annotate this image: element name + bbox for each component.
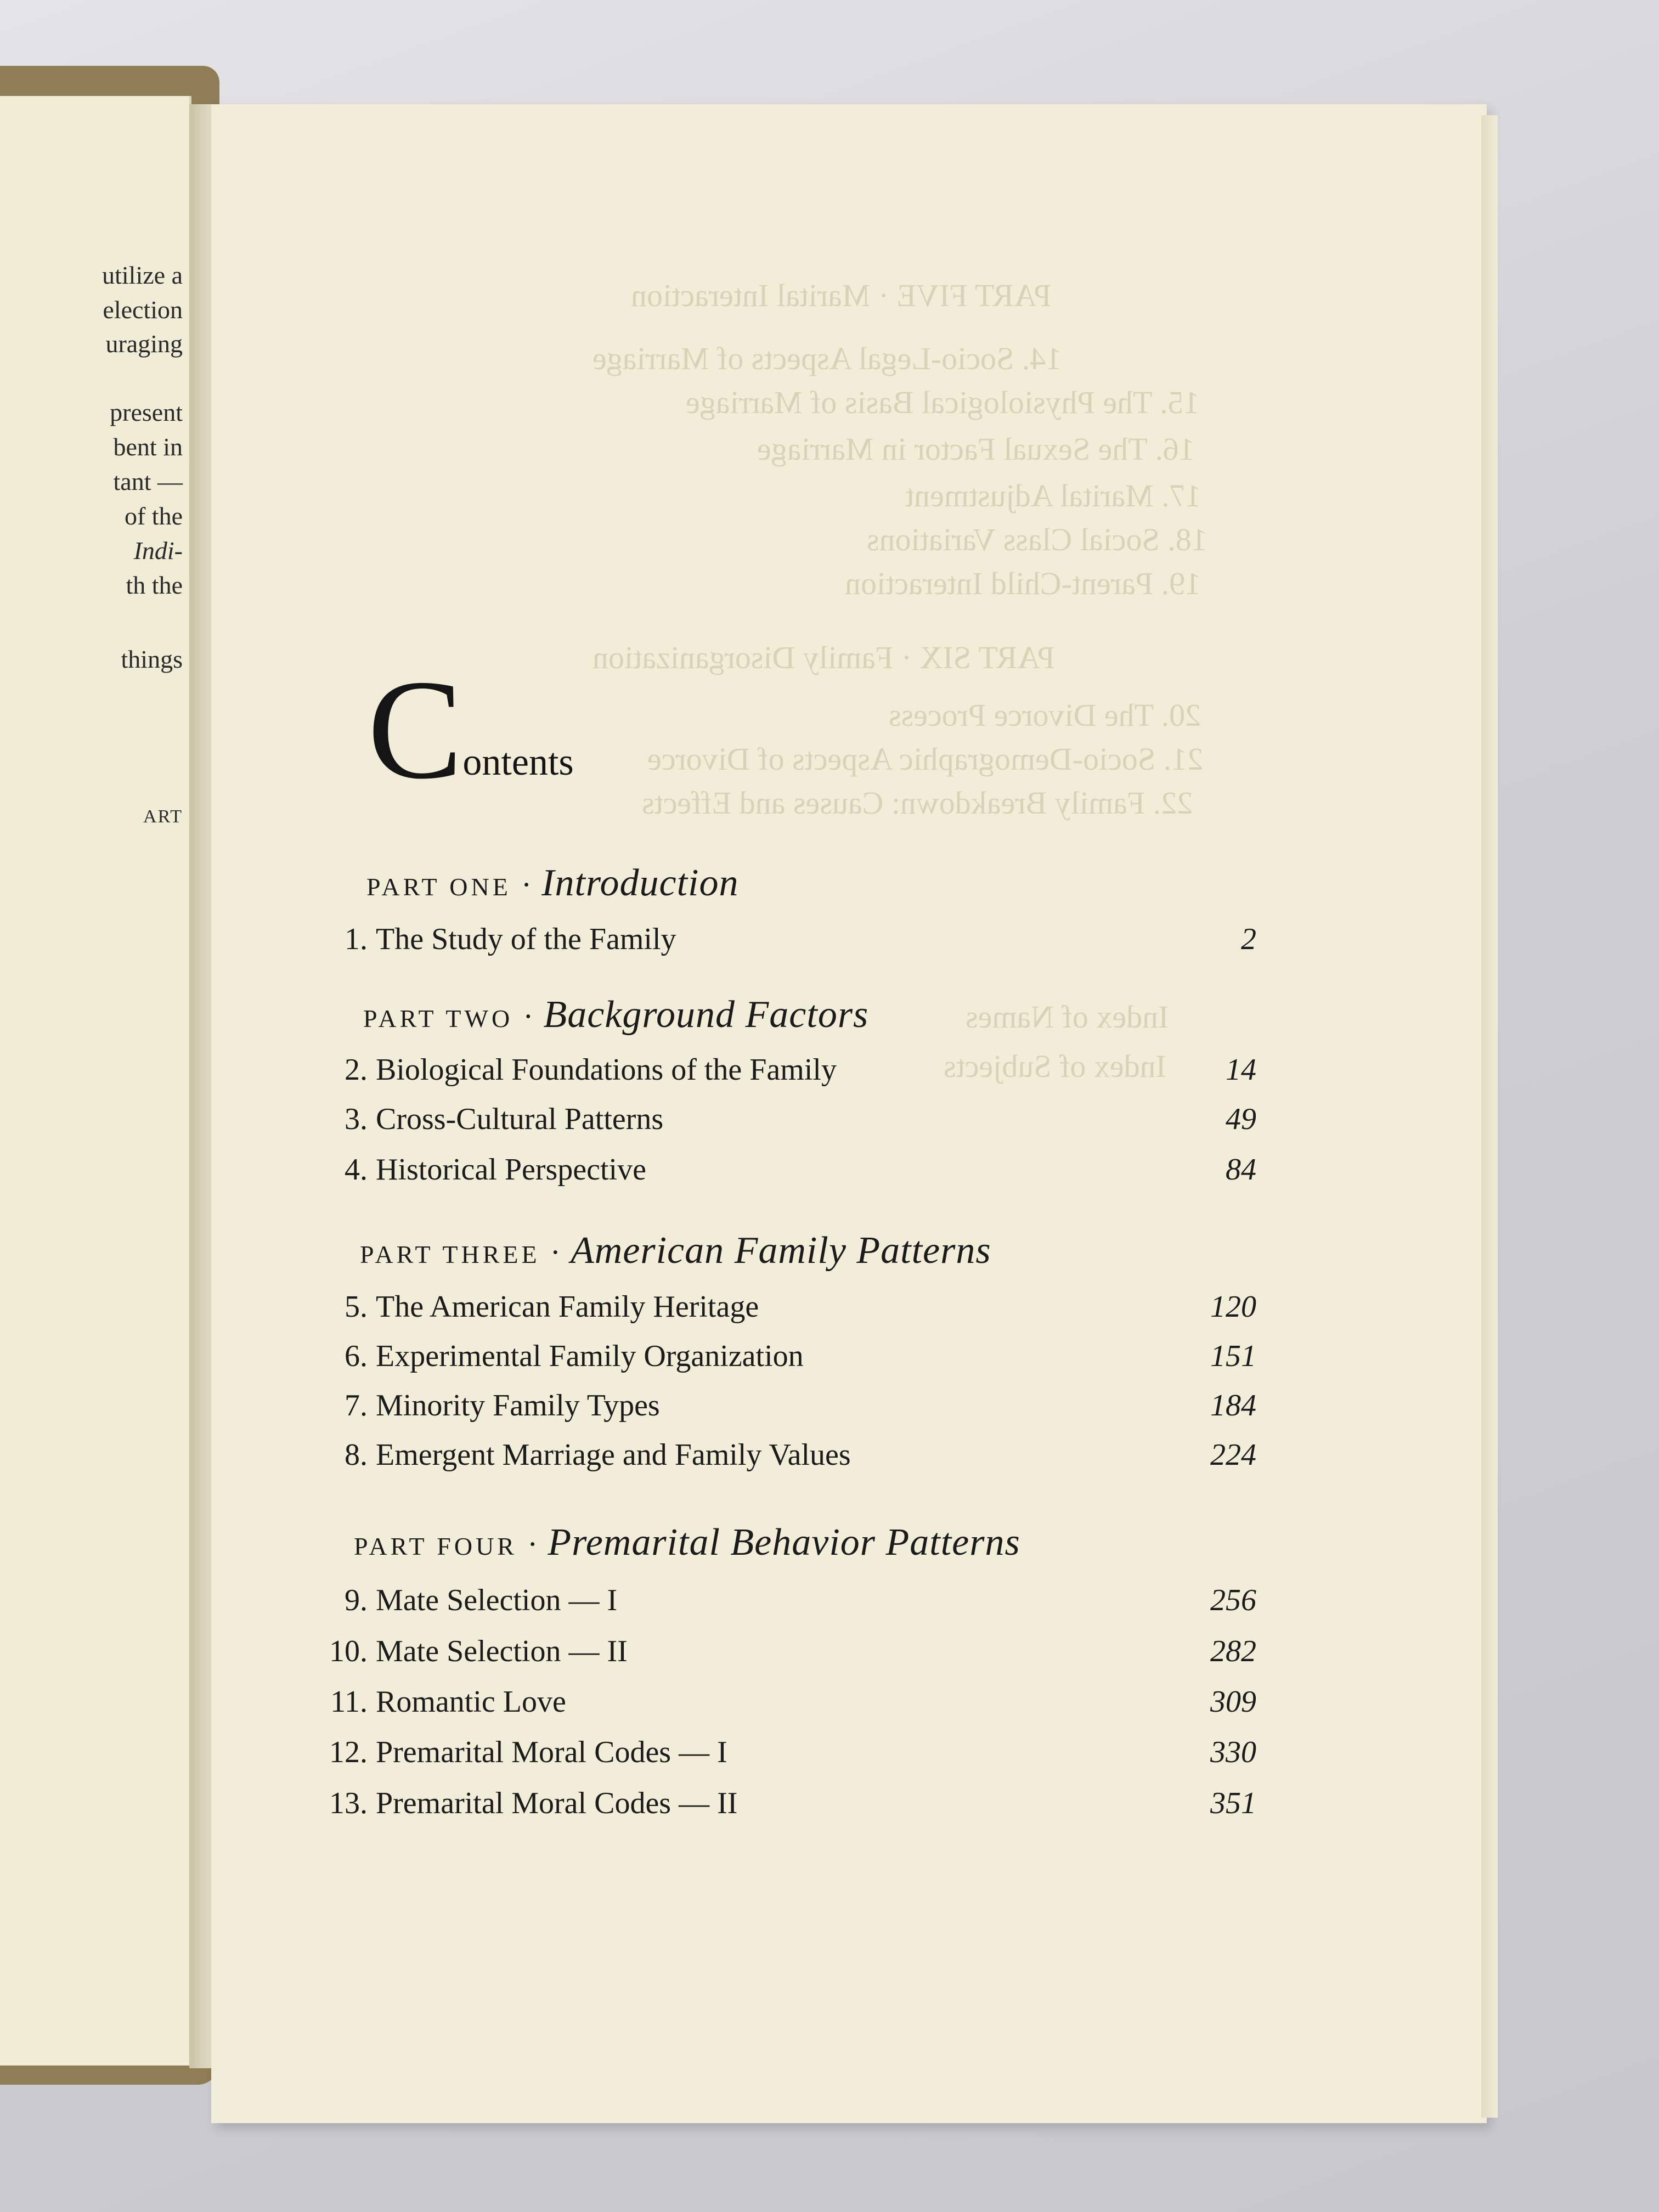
toc-entry <box>252 1339 1256 1383</box>
part-title: Premarital Behavior Patterns <box>548 1521 1020 1564</box>
part-label: PART TWO <box>363 1005 514 1032</box>
chapter-title: Mate Selection — II <box>376 1634 628 1668</box>
chapter-title: The American Family Heritage <box>376 1290 759 1324</box>
page-number: 2 <box>1241 922 1256 956</box>
chapter-title: Cross-Cultural Patterns <box>376 1102 664 1136</box>
chapter-number: 9. <box>345 1583 368 1617</box>
toc-entry <box>252 1684 1256 1728</box>
toc-entry <box>252 1634 1256 1678</box>
bleed-through-line: 19. Parent-Child Interaction <box>845 566 1201 601</box>
left-page-line: present <box>110 398 183 426</box>
bleed-through-line: 21. Socio-Demographic Aspects of Divorce <box>647 741 1204 777</box>
part-label: PART FOUR <box>354 1532 517 1560</box>
left-page-line: Indi- <box>133 537 183 565</box>
page-number: 330 <box>1210 1735 1256 1769</box>
toc-entry <box>252 1735 1256 1779</box>
bleed-through-line: 20. The Divorce Process <box>889 697 1201 733</box>
toc-entry <box>252 1289 1256 1333</box>
bleed-through-line: Index of Names <box>966 999 1169 1035</box>
left-page-line: tant — <box>113 467 183 495</box>
chapter-number: 11. <box>330 1685 368 1719</box>
left-page <box>0 96 191 2066</box>
chapter-title: The Study of the Family <box>376 922 676 956</box>
page-number: 84 <box>1226 1153 1256 1187</box>
separator-dot: · <box>521 867 532 902</box>
page-number: 309 <box>1210 1685 1256 1719</box>
bleed-through-line: 15. The Physiological Basis of Marriage <box>686 385 1200 420</box>
bleed-through-line: 17. Marital Adjustment <box>905 478 1201 514</box>
chapter-number: 12. <box>329 1735 368 1769</box>
chapter-number: 5. <box>345 1290 368 1324</box>
page-number: 120 <box>1210 1290 1256 1324</box>
toc-entry <box>252 922 1256 966</box>
chapter-title: Mate Selection — I <box>376 1583 618 1617</box>
toc-entry <box>252 1388 1256 1432</box>
chapter-title: Historical Perspective <box>376 1153 646 1187</box>
part-heading <box>360 1229 991 1273</box>
chapter-title: Emergent Marriage and Family Values <box>376 1438 851 1472</box>
chapter-number: 8. <box>345 1438 368 1472</box>
bleed-through-line: 18. Social Class Variations <box>867 522 1207 557</box>
left-page-line: election <box>103 296 183 324</box>
separator-dot: · <box>527 1526 538 1562</box>
chapter-number: 10. <box>329 1634 368 1668</box>
page-number: 151 <box>1210 1339 1256 1373</box>
chapter-title: Premarital Moral Codes — II <box>376 1786 738 1820</box>
toc-entry <box>252 1583 1256 1627</box>
page-number: 224 <box>1210 1438 1256 1472</box>
chapter-number: 1. <box>345 922 368 956</box>
left-page-line: bent in <box>113 433 183 461</box>
separator-dot: · <box>523 998 534 1034</box>
bleed-through-line: PART FIVE · Marital Interaction <box>631 278 1052 313</box>
bleed-through-line: PART SIX · Family Disorganization <box>592 640 1055 675</box>
part-heading <box>366 861 739 905</box>
part-heading <box>363 993 868 1037</box>
part-title: Background Factors <box>543 994 869 1036</box>
bleed-through-line: Index of Subjects <box>944 1048 1166 1084</box>
part-label: PART ONE <box>366 873 511 901</box>
bleed-through-line: 22. Family Breakdown: Causes and Effects <box>642 785 1193 821</box>
page-title <box>368 651 574 809</box>
part-title: American Family Patterns <box>570 1229 991 1272</box>
page-number: 351 <box>1210 1786 1256 1820</box>
separator-dot: · <box>550 1234 561 1270</box>
left-page-line: things <box>121 645 183 673</box>
chapter-title: Romantic Love <box>376 1685 566 1719</box>
toc-entry <box>252 1102 1256 1146</box>
page-number: 256 <box>1210 1583 1256 1617</box>
part-label: PART THREE <box>360 1240 540 1268</box>
bleed-through-line: 14. Socio-Legal Aspects of Marriage <box>592 341 1062 376</box>
bleed-through-line: 16. The Sexual Factor in Marriage <box>757 431 1195 467</box>
toc-entry <box>252 1437 1256 1481</box>
left-page-line: ART <box>143 806 183 827</box>
left-page-line: utilize a <box>102 261 183 289</box>
page-number: 184 <box>1210 1389 1256 1423</box>
toc-entry <box>252 1052 1256 1096</box>
left-page-line: of the <box>124 502 183 530</box>
left-page-line: uraging <box>105 330 183 358</box>
page-number: 282 <box>1210 1634 1256 1668</box>
page-stack-edge <box>1481 115 1498 2118</box>
toc-entry <box>252 1152 1256 1196</box>
chapter-number: 4. <box>345 1153 368 1187</box>
left-page-line: th the <box>126 571 183 599</box>
part-heading <box>354 1521 1020 1565</box>
chapter-title: Biological Foundations of the Family <box>376 1053 837 1087</box>
chapter-title: Premarital Moral Codes — I <box>376 1735 727 1769</box>
page-number: 14 <box>1226 1053 1256 1087</box>
title-rest: ontents <box>462 741 574 783</box>
part-title: Introduction <box>541 862 739 904</box>
chapter-title: Experimental Family Organization <box>376 1339 804 1373</box>
chapter-number: 7. <box>345 1389 368 1423</box>
toc-entry <box>252 1786 1256 1830</box>
chapter-number: 6. <box>345 1339 368 1373</box>
chapter-number: 13. <box>329 1786 368 1820</box>
chapter-number: 3. <box>345 1102 368 1136</box>
drop-cap: C <box>368 651 463 809</box>
chapter-number: 2. <box>345 1053 368 1087</box>
page-number: 49 <box>1226 1102 1256 1136</box>
chapter-title: Minority Family Types <box>376 1389 660 1423</box>
